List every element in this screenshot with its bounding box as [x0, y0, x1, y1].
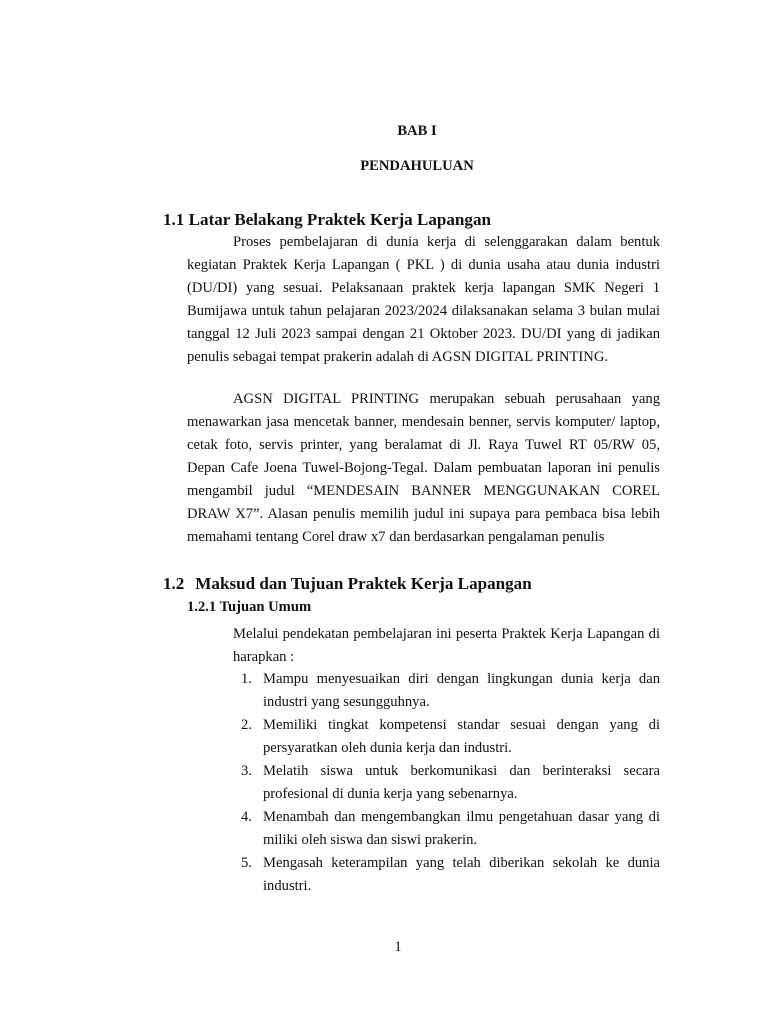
list-item-text: Mengasah keterampilan yang telah diberikan sekolah ke dunia industri.: [263, 855, 660, 894]
list-item-text: Menambah dan mengembangkan ilmu pengetahuan dasar yang di miliki oleh siswa dan siswi prakerin.: [263, 809, 660, 848]
list-item: [233, 806, 660, 852]
section-title: Tujuan Umum: [219, 599, 312, 615]
list-marker: 1.: [241, 671, 252, 687]
list-item: [233, 714, 660, 760]
list-item-text: Memiliki tingkat kompetensi standar sesuai dengan yang di persyaratkan oleh dunia kerja dan industri.: [263, 717, 660, 756]
section-number: 1.1: [163, 210, 185, 229]
list-item-text: Mampu menyesuaikan diri dengan lingkungan dunia kerja dan industri yang sesungguhnya.: [263, 671, 660, 710]
section-number: 1.2: [163, 574, 185, 593]
paragraph-text: Proses pembelajaran di dunia kerja di selenggarakan dalam bentuk kegiatan Praktek Kerja Lapangan ( PKL ) di dunia usaha atau dunia industri (DU/DI) yang sesuai. Pelaksanaan praktek kerja lapangan SMK Negeri 1 Bumijawa untuk tahun pelajaran 2023/2024 dilaksanakan selama 3 bulan mulai tanggal 12 Juli 2023 sampai dengan 21 Oktober 2023. DU/DI yang di jadikan penulis sebagai tempat prakerin adalah di AGSN DIGITAL PRINTING.: [187, 234, 660, 365]
list-item: [233, 760, 660, 806]
paragraph-text: AGSN DIGITAL PRINTING merupakan sebuah perusahaan yang menawarkan jasa mencetak banner, mendesain benner, servis komputer/ laptop, cetak foto, servis printer, yang beralamat di Jl. Raya Tuwel RT 05/RW 05, Depan Cafe Joena Tuwel-Bojong-Tegal. Dalam pembuatan laporan ini penulis mengambil judul “MENDESAIN BANNER MENGGUNAKAN COREL DRAW X7”. Alasan penulis memilih judul ini supaya para pembaca bisa lebih memahami tentang Corel draw x7 dan berdasarkan pengalaman penulis: [187, 391, 660, 545]
objectives-list: [233, 668, 660, 898]
paragraph-background-2: [187, 388, 660, 549]
list-marker: 2.: [241, 717, 252, 733]
chapter-title: PENDAHULUAN: [360, 158, 474, 174]
list-marker: 4.: [241, 809, 252, 825]
list-marker: 3.: [241, 763, 252, 779]
chapter-label: BAB I: [397, 123, 437, 139]
page-number: 1: [394, 939, 402, 955]
section-title: Latar Belakang Praktek Kerja Lapangan: [188, 210, 492, 229]
section-heading-1-1: [163, 211, 491, 229]
section-heading-1-2: [163, 575, 532, 593]
list-item: [233, 852, 660, 898]
paragraph-background-1: [187, 231, 660, 369]
objectives-intro: Melalui pendekatan pembelajaran ini peserta Praktek Kerja Lapangan di harapkan :: [233, 626, 660, 665]
section-number: 1.2.1: [187, 599, 217, 615]
list-item-text: Melatih siswa untuk berkomunikasi dan berinteraksi secara profesional di dunia kerja yang sebenarnya.: [263, 763, 660, 802]
list-item: [233, 668, 660, 714]
section-heading-1-2-1: [187, 598, 311, 616]
list-marker: 5.: [241, 855, 252, 871]
section-title: Maksud dan Tujuan Praktek Kerja Lapangan: [195, 574, 532, 593]
